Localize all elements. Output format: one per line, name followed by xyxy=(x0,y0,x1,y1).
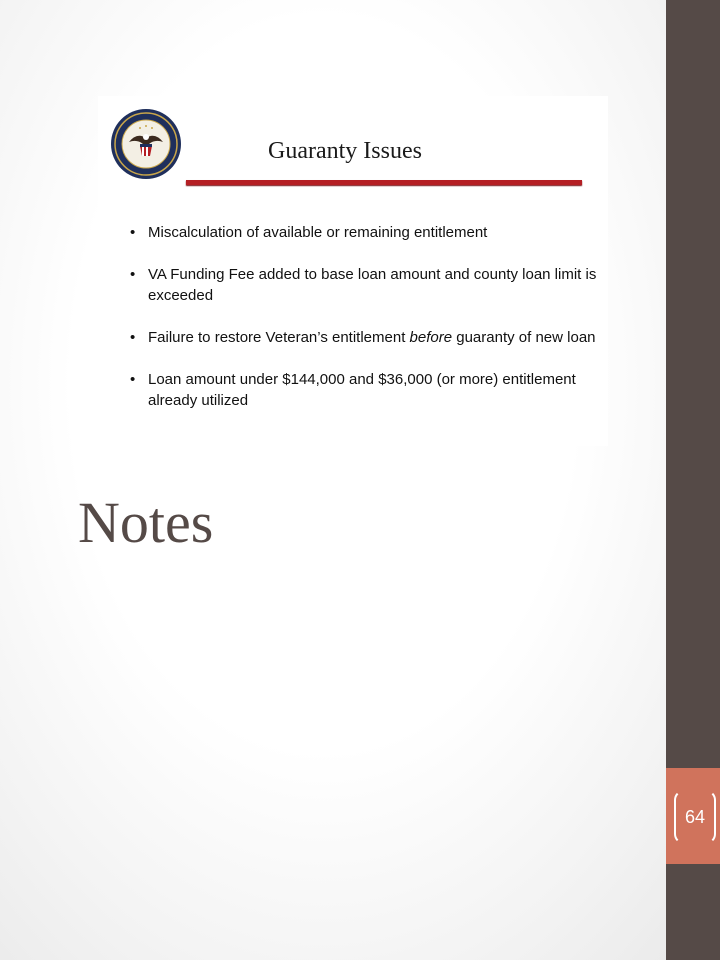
page-number: 64 xyxy=(684,807,706,827)
bullet-item: • Loan amount under $144,000 and $36,000 (or more) entitlement already utilized xyxy=(128,369,598,411)
department-of-veterans-affairs-seal-icon xyxy=(109,108,183,180)
notes-heading: Notes xyxy=(78,490,214,555)
slide-image xyxy=(98,96,608,446)
bullet-list xyxy=(128,222,598,432)
title-underline xyxy=(186,180,582,185)
slide-title: Guaranty Issues xyxy=(268,138,422,164)
bullet-item: • Failure to restore Veteran’s entitlement before guaranty of new loan xyxy=(128,327,598,348)
bullet-item: • VA Funding Fee added to base loan amount and county loan limit is exceeded xyxy=(128,264,598,306)
bullet-item: • Miscalculation of available or remaining entitlement xyxy=(128,222,598,243)
